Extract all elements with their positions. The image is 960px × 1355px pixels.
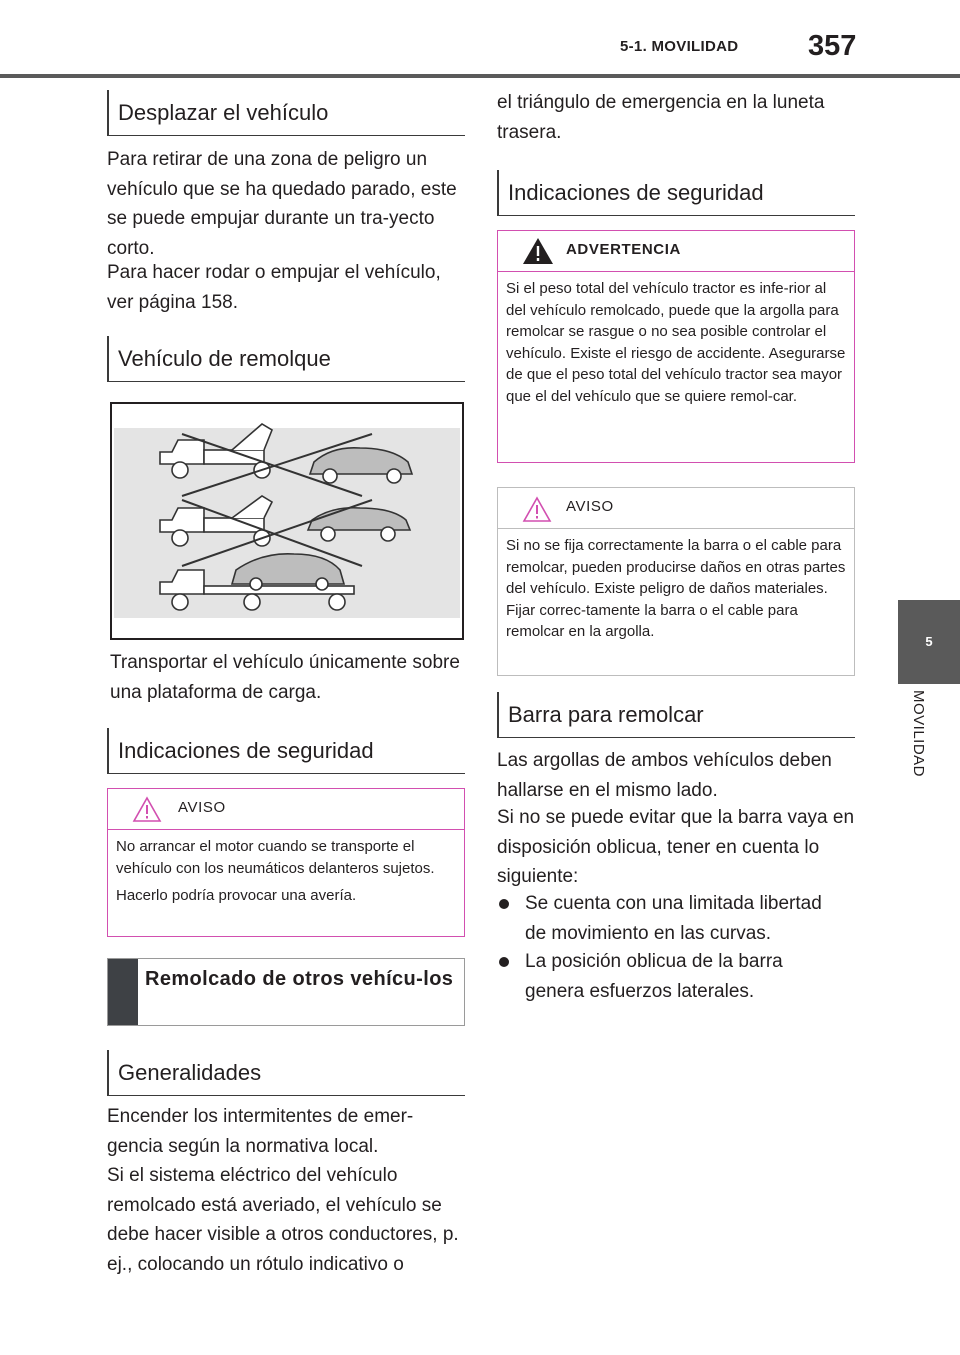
heading-general: Generalidades [107, 1050, 465, 1096]
warning-text: Si el peso total del vehículo tractor es infe-rior al del vehículo remolcado, puede que la argolla para remolcar se rasgue o no sea posible controlar el vehículo. Existe el riesgo de accidente. Asegurarse de que el peso total del vehículo tractor sea mayor que el del vehículo que se quiere remol-car. [506, 280, 846, 405]
aviso-text-1: No arrancar el motor cuando se transporte el vehículo con los neumáticos delanteros sujetos. [116, 838, 435, 877]
paragraph-bar-1: Las argollas de ambos vehículos deben hallarse en el mismo lado. [497, 750, 832, 801]
heading-tow-bar: Barra para remolcar [497, 692, 855, 738]
bullet-item [499, 889, 855, 949]
heading-safety-left: Indicaciones de seguridad [107, 728, 465, 774]
warning-triangle-icon [522, 237, 554, 265]
heading-rule [497, 215, 855, 216]
heading-rule [107, 773, 465, 774]
heading-rule [497, 737, 855, 738]
heading-rule [107, 135, 465, 136]
paragraph-bar-2: Si no se puede evitar que la barra vaya en disposición oblicua, tener en cuenta lo siguiente: [497, 807, 855, 887]
aviso-title: AVISO [566, 498, 614, 515]
heading-safety-right: Indicaciones de seguridad [497, 170, 855, 216]
paragraph-general-1: Encender los intermitentes de emer-gencia según la normativa local. [107, 1106, 414, 1157]
aviso-title: AVISO [178, 799, 226, 816]
chapter-tab-label: MOVILIDAD [910, 690, 927, 778]
paragraph-transport: Transportar el vehículo únicamente sobre una plataforma de carga. [110, 652, 460, 703]
heading-desplazar: Desplazar el vehículo [107, 90, 465, 136]
caution-triangle-icon [522, 496, 552, 523]
towing-illustration [110, 402, 464, 640]
section-title: 5-1. MOVILIDAD [620, 38, 739, 55]
bullet-item [499, 947, 855, 1007]
heading-dark-bar [108, 959, 138, 1025]
aviso-header [108, 789, 464, 830]
paragraph-move-1: Para retirar de una zona de peligro un vehículo que se ha quedado parado, este se puede empujar durante un tra-yecto corto. [107, 149, 457, 259]
paragraph-continued: el triángulo de emergencia en la luneta trasera. [497, 92, 825, 143]
paragraph-move-2: Para hacer rodar o empujar el vehículo, ver página 158. [107, 262, 441, 313]
aviso-box-left [107, 788, 465, 937]
towing-illustration-svg [112, 404, 462, 638]
warning-box [497, 230, 855, 463]
warning-body [498, 272, 854, 407]
chapter-tab[interactable]: 5 [898, 600, 960, 684]
aviso-header [498, 488, 854, 529]
header-rule [0, 74, 960, 78]
bullet-dot [499, 899, 509, 909]
heading-towing-others-text: Remolcado de otros vehícu-los [145, 968, 454, 990]
chapter-tab-label-wrap [898, 690, 960, 820]
page-number: 357 [808, 30, 857, 62]
bullet-text: La posición oblicua de la barra genera esfuerzos laterales. [525, 951, 783, 1002]
aviso-text-2: Hacerlo podría provocar una avería. [116, 887, 357, 904]
aviso-body [498, 529, 854, 643]
bullet-dot [499, 957, 509, 967]
warning-title: ADVERTENCIA [566, 241, 681, 258]
heading-tow-vehicle: Vehículo de remolque [107, 336, 465, 382]
aviso-body [108, 830, 464, 907]
heading-rule [107, 1095, 465, 1096]
aviso-box-right [497, 487, 855, 676]
heading-rule [107, 381, 465, 382]
bullet-text: Se cuenta con una limitada libertad de movimiento en las curvas. [525, 893, 822, 944]
aviso-text: Si no se fija correctamente la barra o el cable para remolcar, pueden producirse daños en otras partes del vehículo. Existe peligro de daños materiales. Fijar correc-tamente la barra o el cable para remolcar en la argolla. [506, 537, 846, 640]
paragraph-general-2: Si el sistema eléctrico del vehículo remolcado está averiado, el vehículo se debe hacer visible a otros conductores, p. ej., colocando un rótulo indicativo o [107, 1165, 459, 1275]
caution-triangle-icon [132, 796, 162, 823]
warning-header [498, 231, 854, 272]
heading-towing-others [107, 958, 465, 1026]
